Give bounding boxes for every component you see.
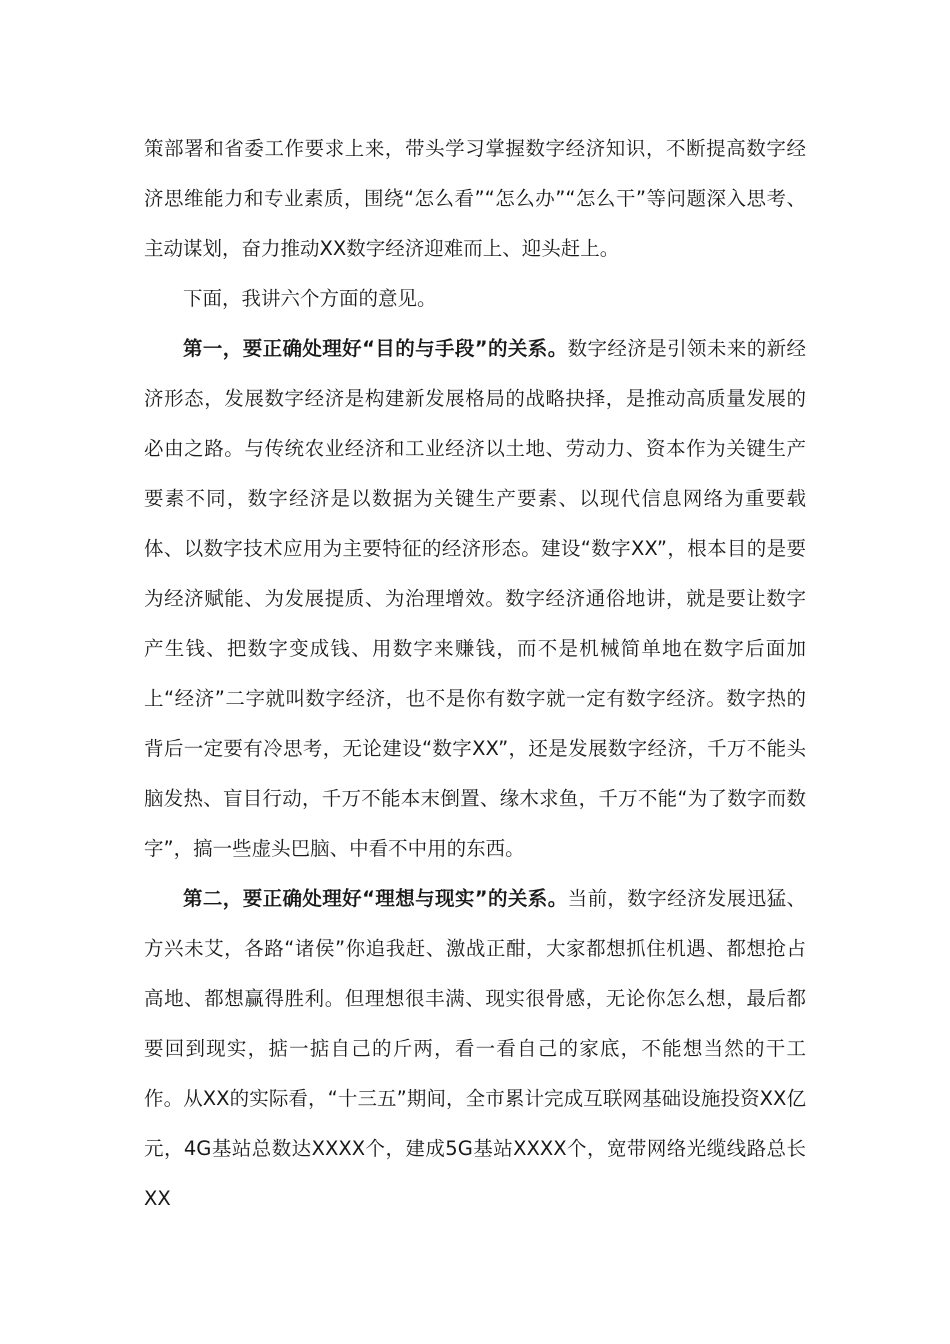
paragraph-first-point [144,324,806,874]
paragraph-intro [144,274,806,324]
paragraph-text: 当前，数字经济发展迅猛、方兴未艾，各路“诸侯”你追我赶、激战正酣，大家都想抓住机遇、都想抢占高地、都想赢得胜利。但理想很丰满、现实很骨感，无论你怎么想，最后都要回到现实，掂一掂自己的斤两，看一看自己的家底，不能想当然的干工作。从XX的实际看，“十三五”期间，全市累计完成互联网基础设施投资XX亿元，4G基站总数达XXXX个，建成5G基站XXXX个，宽带网络光缆线路总长XX [144,887,806,1210]
paragraph-lead-heading: 第一，要正确处理好“目的与手段”的关系。 [183,337,568,360]
paragraph-lead-heading: 第二，要正确处理好“理想与现实”的关系。 [183,887,568,910]
paragraph-text: 下面，我讲六个方面的意见。 [183,287,437,310]
document-body [144,124,806,1224]
paragraph-text: 策部署和省委工作要求上来，带头学习掌握数字经济知识，不断提高数字经济思维能力和专业素质，围绕“怎么看”“怎么办”“怎么干”等问题深入思考、主动谋划，奋力推动XX数字经济迎难而上、迎头赶上。 [144,137,806,260]
paragraph-second-point [144,874,806,1224]
paragraph-text: 数字经济是引领未来的新经济形态，发展数字经济是构建新发展格局的战略抉择，是推动高质量发展的必由之路。与传统农业经济和工业经济以土地、劳动力、资本作为关键生产要素不同，数字经济是以数据为关键生产要素、以现代信息网络为重要载体、以数字技术应用为主要特征的经济形态。建设“数字XX”，根本目的是要为经济赋能、为发展提质、为治理增效。数字经济通俗地讲，就是要让数字产生钱、把数字变成钱、用数字来赚钱，而不是机械简单地在数字后面加上“经济”二字就叫数字经济，也不是你有数字就一定有数字经济。数字热的背后一定要有冷思考，无论建设“数字XX”，还是发展数字经济，千万不能头脑发热、盲目行动，千万不能本末倒置、缘木求鱼，千万不能“为了数字而数字”，搞一些虚头巴脑、中看不中用的东西。 [144,337,806,860]
paragraph-continuation [144,124,806,274]
